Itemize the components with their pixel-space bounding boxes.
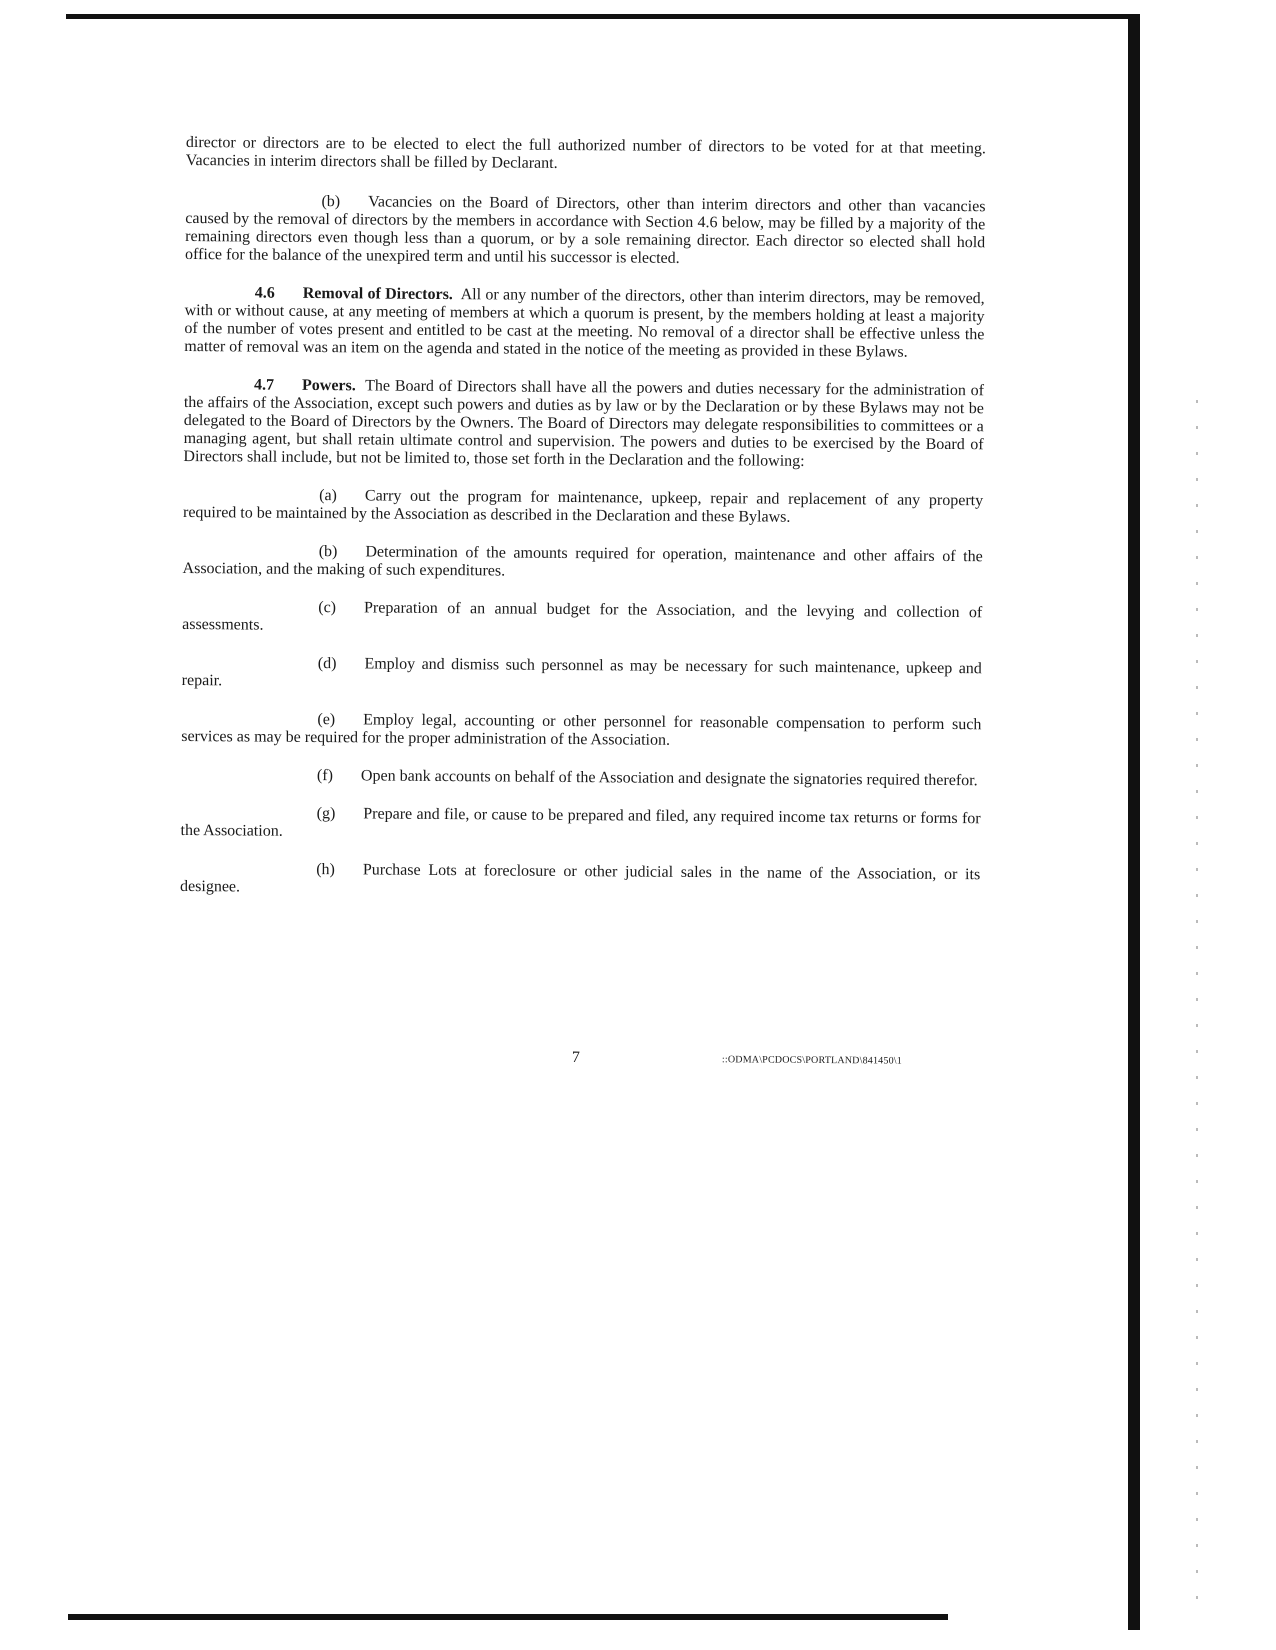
- power-item-h: [180, 860, 980, 902]
- document-path: ::ODMA\PCDOCS\PORTLAND\841450\1: [721, 1054, 903, 1067]
- item-text: Purchase Lots at foreclosure or other judicial sales in the name of the Association, or its designee.: [180, 861, 981, 896]
- section-text: All or any number of the directors, other than interim directors, may be removed, with or without cause, at any meeting of members at which a quorum is present, by the members holding at least a majority of the number of votes present and entitled to be cast at the meeting. No removal of a director shall be effective unless the matter of removal was an item on the agenda and stated in the notice of the meeting as provided in these Bylaws.: [184, 286, 985, 361]
- scan-edge-artifact: [1196, 400, 1198, 1600]
- power-item-d: [182, 654, 982, 696]
- section-text: The Board of Directors shall have all the powers and duties necessary for the administration of the affairs of the Association, except such powers and duties as by law or by the Declaration or by these Bylaws may not be delegated to the Board of Directors by the Owners. The Board of Directors may delegate responsibilities to committees or a managing agent, but shall retain ultimate control and supervision. The powers and duties to be exercised by the Board of Directors shall include, but not be limited to, those set forth in the Declaration and the following:: [183, 377, 985, 470]
- page-number: 7: [571, 1049, 580, 1067]
- power-item-f: [181, 766, 981, 790]
- power-item-g: [180, 804, 980, 846]
- item-label: (b): [318, 543, 338, 561]
- power-item-c: [182, 598, 982, 640]
- item-text: Determination of the amounts required for operation, maintenance and other affairs of the Association, and the making of such expenditures.: [182, 543, 983, 580]
- section-number: 4.6: [254, 284, 275, 302]
- subsection-4-5-b: [185, 192, 986, 270]
- scan-bottom-border: [68, 1614, 948, 1620]
- item-label: (f): [316, 767, 334, 785]
- section-4-6: [184, 284, 985, 362]
- power-item-a: [183, 486, 983, 528]
- item-label: (d): [317, 655, 337, 673]
- item-label: (h): [316, 861, 335, 879]
- item-label: (b): [321, 193, 341, 211]
- item-label: (a): [319, 487, 337, 505]
- item-text: Vacancies on the Board of Directors, other than interim directors and other than vacancies caused by the removal of directors by the members in accordance with Section 4.6 below, may be filled by a majority of the remaining directors even though less than a quorum, or by a sole remaining director. Each director so elected shall hold office for the balance of the unexpired term and until his successor is elected.: [184, 193, 986, 267]
- item-text: Employ legal, accounting or other personnel for reasonable compensation to perform such services as may be required for the proper administration of the Association.: [181, 711, 982, 749]
- section-title: Removal of Directors.: [302, 284, 453, 304]
- section-title: Powers.: [301, 376, 356, 395]
- scan-top-border: [66, 14, 1134, 19]
- item-text: Employ and dismiss such personnel as may be necessary for such maintenance, upkeep and repair.: [181, 655, 982, 690]
- power-item-b: [183, 542, 983, 584]
- item-label: (c): [318, 599, 337, 617]
- section-number: 4.7: [253, 376, 275, 394]
- document-body: [180, 134, 986, 922]
- page-footer: [186, 1046, 986, 1072]
- power-item-e: [181, 710, 981, 752]
- item-text: Preparation of an annual budget for the Association, and the levying and collection of assessments.: [182, 599, 983, 634]
- item-text: Carry out the program for maintenance, upkeep, repair and replacement of any property required to be maintained by the Association as described in the Declaration and these Bylaws.: [182, 487, 984, 526]
- item-text: Open bank accounts on behalf of the Association and designate the signatories required therefor.: [360, 767, 978, 790]
- scan-right-border: [1128, 14, 1140, 1630]
- item-text: Prepare and file, or cause to be prepared and filed, any required income tax returns or forms for the Association.: [180, 805, 981, 840]
- continued-paragraph: director or directors are to be elected to elect the full authorized number of directors to be voted for at that meeting. Vacancies in interim directors shall be filled by Declarant.: [185, 134, 986, 172]
- item-label: (g): [316, 805, 336, 823]
- item-label: (e): [317, 711, 336, 729]
- section-4-7: [183, 376, 984, 472]
